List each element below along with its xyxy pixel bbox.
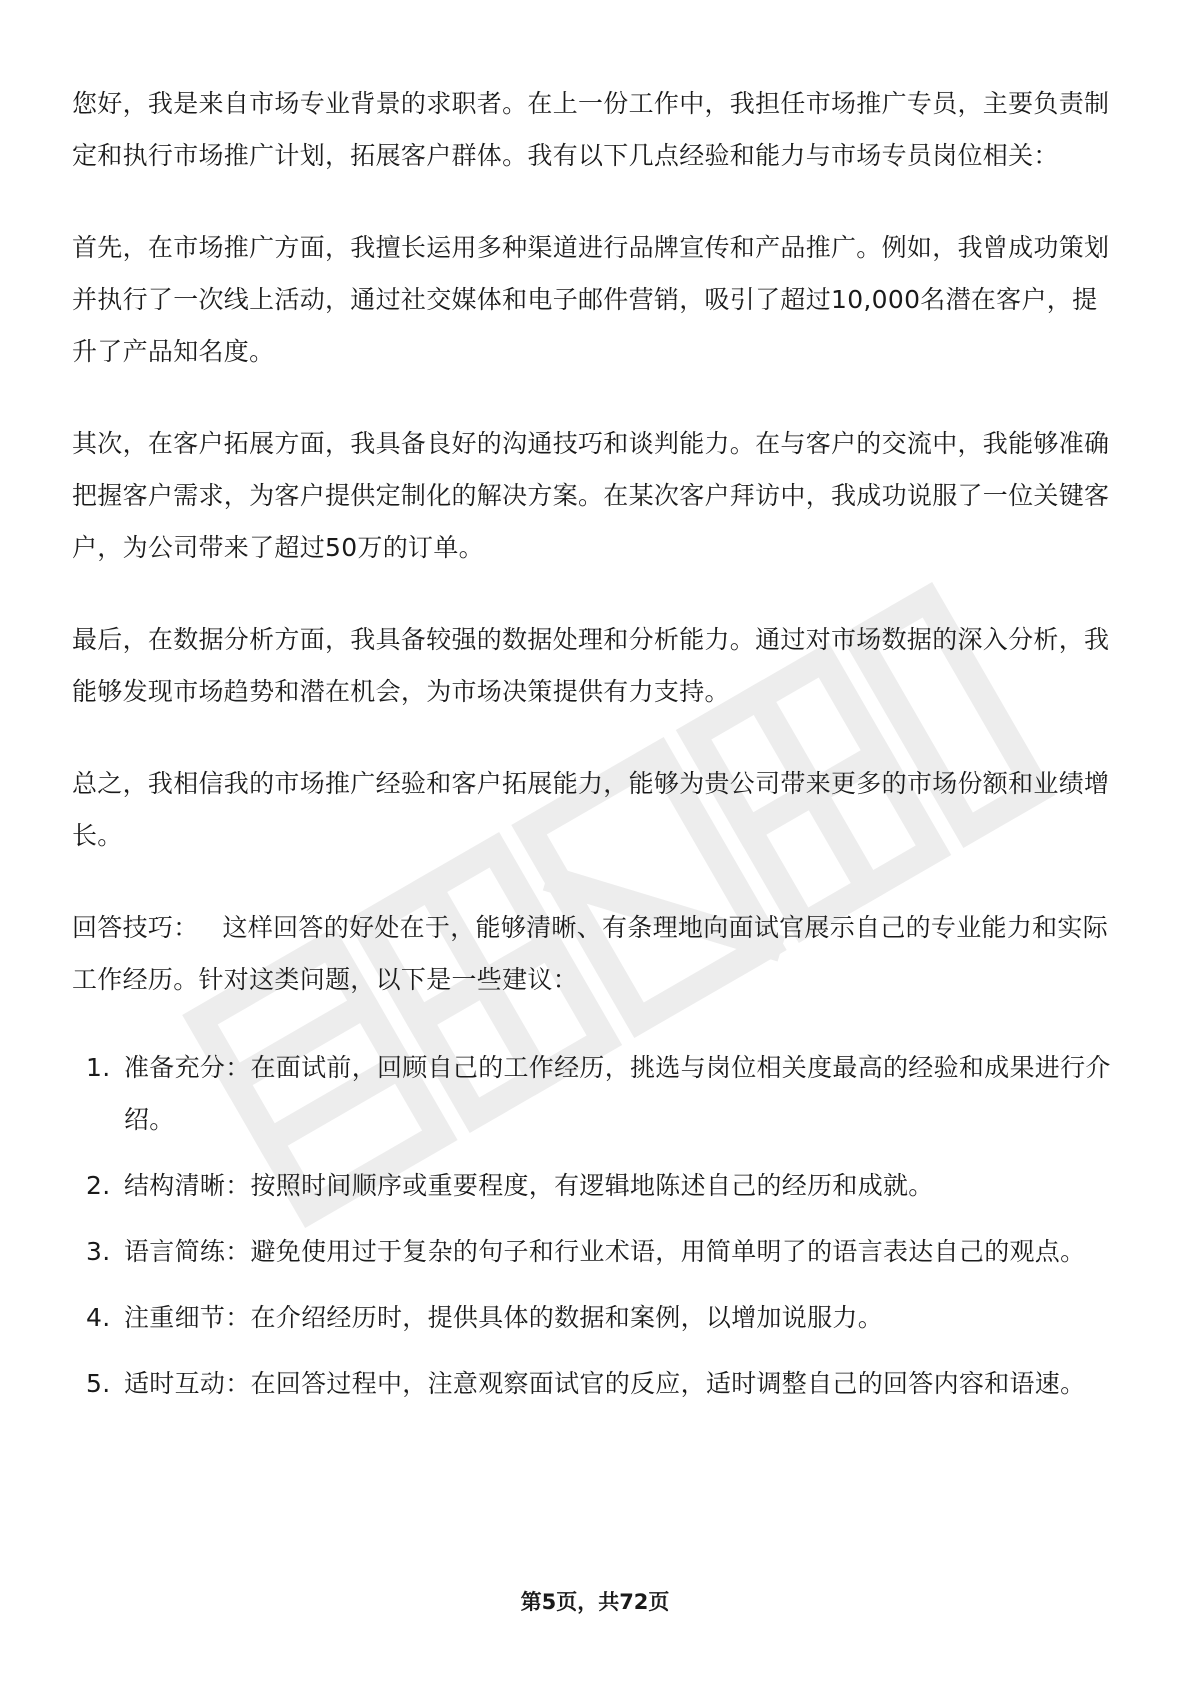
list-item-number: 2. xyxy=(86,1171,111,1200)
document-body xyxy=(72,78,1118,1424)
list-item-number: 5. xyxy=(86,1369,111,1398)
tips-list xyxy=(72,1042,1118,1410)
list-item-number: 1. xyxy=(86,1053,111,1082)
paragraph-clients: 其次，在客户拓展方面，我具备良好的沟通技巧和谈判能力。在与客户的交流中，我能够准确把握客户需求，为客户提供定制化的解决方案。在某次客户拜访中，我成功说服了一位关键客户，为公司带来了超过50万的订单。 xyxy=(72,429,1110,562)
list-item xyxy=(72,1358,1118,1410)
paragraph-marketing: 首先，在市场推广方面，我擅长运用多种渠道进行品牌宣传和产品推广。例如，我曾成功策划并执行了一次线上活动，通过社交媒体和电子邮件营销，吸引了超过10,000名潜在客户，提升了产品知名度。 xyxy=(72,233,1110,366)
list-item xyxy=(72,1042,1118,1146)
paragraph-intro: 您好，我是来自市场专业背景的求职者。在上一份工作中，我担任市场推广专员，主要负责制定和执行市场推广计划，拓展客户群体。我有以下几点经验和能力与市场专员岗位相关： xyxy=(72,89,1110,170)
list-item-number: 3. xyxy=(86,1237,111,1266)
list-item-text: 注重细节：在介绍经历时，提供具体的数据和案例，以增加说服力。 xyxy=(124,1303,884,1332)
list-item-text: 适时互动：在回答过程中，注意观察面试官的反应，适时调整自己的回答内容和语速。 xyxy=(124,1369,1086,1398)
list-item-text: 准备充分：在面试前，回顾自己的工作经历，挑选与岗位相关度最高的经验和成果进行介绍。 xyxy=(124,1053,1111,1134)
list-item xyxy=(72,1226,1118,1278)
tips-paragraph xyxy=(72,902,1118,1006)
tips-label: 回答技巧： xyxy=(72,913,199,942)
list-item xyxy=(72,1292,1118,1344)
page-number-footer: 第5页，共72页 xyxy=(520,1590,670,1614)
list-item-number: 4. xyxy=(86,1303,111,1332)
list-item xyxy=(72,1160,1118,1212)
tips-intro: 这样回答的好处在于，能够清晰、有条理地向面试官展示自己的专业能力和实际工作经历。针对这类问题，以下是一些建议： xyxy=(72,913,1109,994)
list-item-text: 语言简练：避免使用过于复杂的句子和行业术语，用简单明了的语言表达自己的观点。 xyxy=(124,1237,1086,1266)
list-item-text: 结构清晰：按照时间顺序或重要程度，有逻辑地陈述自己的经历和成就。 xyxy=(124,1171,934,1200)
paragraph-data-analysis: 最后，在数据分析方面，我具备较强的数据处理和分析能力。通过对市场数据的深入分析，我能够发现市场趋势和潜在机会，为市场决策提供有力支持。 xyxy=(72,625,1110,706)
paragraph-summary: 总之，我相信我的市场推广经验和客户拓展能力，能够为贵公司带来更多的市场份额和业绩增长。 xyxy=(72,769,1110,850)
